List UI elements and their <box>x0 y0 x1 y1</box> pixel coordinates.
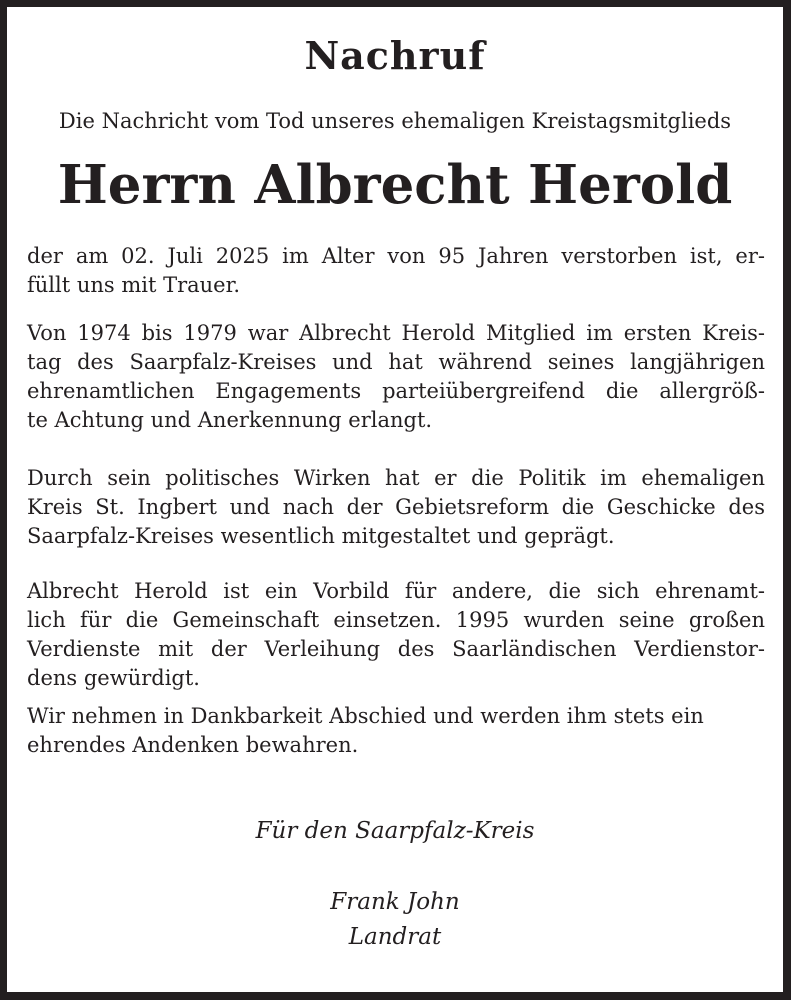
paragraph-career <box>27 319 765 435</box>
text-line: Saarpfalz-Kreises wesentlich mitgestaltet und geprägt. <box>27 524 615 548</box>
signer-name: Frank John <box>330 889 460 915</box>
signer-title: Landrat <box>348 924 442 950</box>
text-line: Von 1974 bis 1979 war Albrecht Herold Mitglied im ersten Kreis- <box>27 321 765 345</box>
text-line: dens gewürdigt. <box>27 666 200 690</box>
on-behalf-of: Für den Saarpfalz-Kreis <box>255 818 535 844</box>
notice-heading: Nachruf <box>304 33 486 78</box>
intro-text: Die Nachricht vom Tod unseres ehemaligen Kreistagsmitglieds <box>58 109 732 133</box>
text-line: Durch sein politisches Wirken hat er die Politik im ehemaligen <box>27 466 765 490</box>
paragraph-political-work <box>27 464 765 551</box>
text-line: lich für die Gemeinschaft einsetzen. 1995 wurden seine großen <box>27 608 765 632</box>
text-line: Verdienste mit der Verleihung des Saarländischen Verdienstor- <box>27 637 765 661</box>
text-line: ehrenamtlichen Engagements parteiübergreifend die allergröß- <box>27 379 765 403</box>
text-line: Wir nehmen in Dankbarkeit Abschied und werden ihm stets ein <box>27 704 704 728</box>
text-line: Albrecht Herold ist ein Vorbild für andere, die sich ehrenamt- <box>27 579 765 603</box>
text-line: füllt uns mit Trauer. <box>27 273 241 297</box>
text-line: der am 02. Juli 2025 im Alter von 95 Jahren verstorben ist, er- <box>27 244 765 268</box>
deceased-name: Herrn Albrecht Herold <box>57 154 733 216</box>
paragraph-death-announcement <box>27 242 765 300</box>
paragraph-role-model <box>27 577 765 693</box>
paragraph-farewell <box>27 702 765 760</box>
text-line: tag des Saarpfalz-Kreises und hat während seines langjährigen <box>27 350 765 374</box>
text-line: ehrendes Andenken bewahren. <box>27 733 359 757</box>
text-line: Kreis St. Ingbert und nach der Gebietsreform die Geschicke des <box>27 495 765 519</box>
text-line: te Achtung und Anerkennung erlangt. <box>27 408 433 432</box>
